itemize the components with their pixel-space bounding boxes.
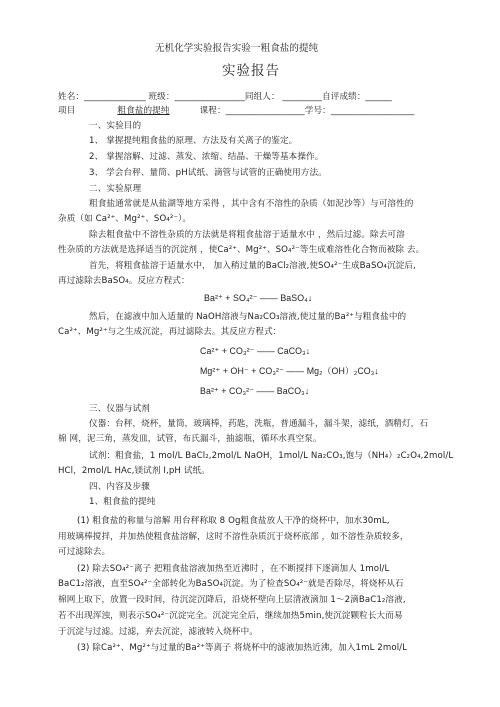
equation-calcium-carbonate: Ca²⁺ + CO₃²⁻ —— CaCO₃↓ xyxy=(200,346,311,356)
section-2-title: 二、实验原理 xyxy=(89,184,142,194)
principle-paragraph-line: 除去粗食盐中不溶性杂质的方法就是将粗食盐溶于适量水中 ，然后过滤。除去可溶 xyxy=(89,230,405,240)
principle-paragraph-line: 粗食盐通常就是从盐湖等地方采得 ，其中含有不溶性的杂质（如泥沙等）与可溶性的 xyxy=(89,199,414,209)
step-2-line: 若不出现浑浊，则表示SO₄²⁻沉淀完全。沉淀完全后，继续加热5min,使沉淀颗粒长大而易 xyxy=(58,611,403,621)
equation-barium-carbonate: Ba²⁺ + CO₃²⁻ —— BaCO₃↓ xyxy=(200,386,310,396)
document-title: 无机化学实验报告实验一粗食盐的提纯 xyxy=(155,43,319,54)
principle-paragraph-line: Ca²⁺、Mg²⁺与之生成沉淀，再过滤除去。其反应方程式： xyxy=(58,327,282,337)
step-3-line: (3) 除Ca²⁺、Mg²⁺与过量的Ba²⁺等离子 将烧杯中的滤液加热近沸，加入1mL 2mol/L xyxy=(77,643,408,653)
project-label: 项目 xyxy=(58,106,76,116)
objective-item: 3、 学会台秤、量筒、pH试纸、滴管与试管的正确使用方法。 xyxy=(89,168,327,178)
principle-paragraph-line: 然后，在滤液中加入适量的 NaOH溶液与Na₂CO₃溶液,使过量的Ba²⁺与粗食盐中的 xyxy=(89,312,407,322)
info-line-project xyxy=(58,106,414,117)
subsection-crude-salt-purification: 1、粗食盐的提纯 xyxy=(89,497,156,507)
equation-barium-sulfate: Ba²⁺ + SO₄²⁻ —— BaSO₄↓ xyxy=(204,293,313,303)
info-line-name-class: 姓名：______________ 班级：________________同组人： _________自评成绩：______ xyxy=(58,92,392,102)
step-2-line: 于沉淀与过滤。过滤，弃去沉淀，滤液转入烧杯中。 xyxy=(58,627,258,637)
principle-paragraph-line: 首先，将粗食盐溶于适量水中， 加入稍过量的BaCl₂溶液,使SO₄²⁻生成BaSO₄沉淀后, xyxy=(89,261,416,271)
step-1-line: 用玻璃棒搅拌，并加热使粗食盐溶解，这时不溶性杂质沉于烧杯底部 ，如不溶性杂质较多， xyxy=(58,532,409,542)
principle-paragraph-line: 再过滤除去BaSO₄。反应方程式： xyxy=(58,276,190,286)
step-2-line: (2) 除去SO₄²⁻离子 把粗食盐溶液加热至近沸时 ，在不断搅拌下逐滴加人 1mol/L xyxy=(77,564,390,574)
section-1-title: 一、实验目的 xyxy=(89,121,142,131)
step-2-line: BaC1₂溶液，直至SO₄²⁻全部转化为BaSO₄沉淀。为了检查SO₄²⁻就是否除尽，将烧杯从石 xyxy=(58,579,404,589)
reagents-line: HCl，2mol/L HAc,镁试剂 I,pH 试纸。 xyxy=(58,466,210,476)
section-3-title: 三、仪器与试剂 xyxy=(89,404,150,414)
objective-item: 2、 掌握溶解、过滤、蒸发、浓缩、结晶、干燥等基本操作。 xyxy=(89,152,324,162)
reagents-line: 试剂：粗食盐，1 mol/L BaCl₂,2mol/L NaOH，1mol/L Na₂CO₃,饱与（NH₄）₂C₂O₄,2mol/L xyxy=(89,451,454,461)
step-1-line: (1) 粗食盐的称量与溶解 用台秤称取 8 Og粗食盐放人干净的烧杯中，加水30mL, xyxy=(77,516,390,526)
section-4-title: 四、内容及步骤 xyxy=(89,482,150,492)
principle-paragraph-line: 杂质（如 Ca²⁺、Mg²⁺、SO₄²⁻）。 xyxy=(58,214,192,224)
project-name: 粗食盐的提纯 xyxy=(117,106,170,116)
equation-basic-magnesium-carbonate: Mg²⁺ + OH⁻ + CO₃²⁻ —— Mg₂（OH）₂CO₃↓ xyxy=(200,366,379,376)
principle-paragraph-line: 性杂质的方法就是选择适当的沉淀剂 ，使Ca²⁺、Mg²⁺、SO₄²⁻等生成难溶性化合物而被除 去。 xyxy=(58,245,425,255)
step-2-line: 棉网上取下，放置一段时间，待沉淀沉降后，沿烧杯壁向上层清液滴加 1～2滴BaC1₂溶液, xyxy=(58,595,406,605)
step-1-line: 可过滤除去。 xyxy=(58,547,111,557)
course-studentid-line: 课程：__________________学号：___________________ xyxy=(199,106,415,116)
instruments-line: 棉 网，泥三角，蒸发皿，试管，布氏漏斗，抽滤瓶，循环水真空泵。 xyxy=(58,434,322,444)
instruments-line: 仪器：台秤，烧杯，量筒，玻璃棒，药匙，洗瓶，普通漏斗，漏斗架，滤纸，酒精灯，石 xyxy=(89,419,429,429)
report-heading: 实验报告 xyxy=(222,63,280,79)
objective-item: 1、 掌握提纯粗食盐的原理、方法及有关离子的鉴定。 xyxy=(89,136,298,146)
